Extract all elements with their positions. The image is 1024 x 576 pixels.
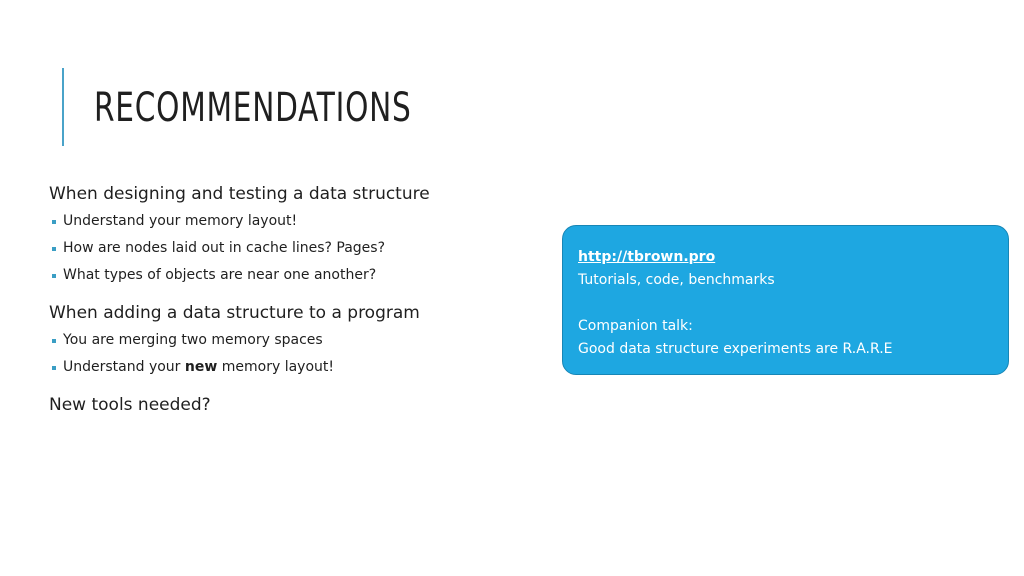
list-item: [49, 208, 519, 235]
section-heading-tools: New tools needed?: [49, 395, 211, 415]
square-bullet-icon: [52, 220, 56, 224]
square-bullet-icon: [52, 366, 56, 370]
bullet-text-before: Understand your: [63, 359, 185, 375]
slide-title: RECOMMENDATIONS: [94, 85, 412, 131]
bullet-text-after: memory layout!: [217, 359, 334, 375]
title-accent-bar: [62, 68, 64, 146]
list-item: [49, 354, 519, 381]
bullet-text: What types of objects are near one another?: [63, 267, 377, 283]
callout-link-line: [578, 246, 993, 269]
square-bullet-icon: [52, 274, 56, 278]
slide-body: [49, 182, 519, 417]
info-callout-box: [562, 225, 1009, 375]
list-item: [49, 262, 519, 289]
tbrown-link[interactable]: http://tbrown.pro: [578, 249, 716, 265]
bullet-text: Understand your memory layout!: [63, 213, 298, 229]
square-bullet-icon: [52, 339, 56, 343]
bullet-list-designing: [49, 208, 519, 289]
section-heading-designing: When designing and testing a data structure: [49, 184, 430, 204]
square-bullet-icon: [52, 247, 56, 251]
bullet-text: How are nodes laid out in cache lines? Pages?: [63, 240, 386, 256]
bullet-list-adding: [49, 327, 519, 381]
bullet-text: You are merging two memory spaces: [63, 332, 323, 348]
callout-companion-title: Good data structure experiments are R.A.R.E: [578, 341, 893, 357]
callout-spacer: [578, 292, 993, 315]
section-heading-adding: When adding a data structure to a program: [49, 303, 420, 323]
callout-link-subtitle: Tutorials, code, benchmarks: [578, 272, 775, 288]
list-item: [49, 235, 519, 262]
list-item: [49, 327, 519, 354]
bullet-text-emphasis: new: [184, 359, 218, 375]
callout-companion-label: Companion talk:: [578, 318, 693, 334]
